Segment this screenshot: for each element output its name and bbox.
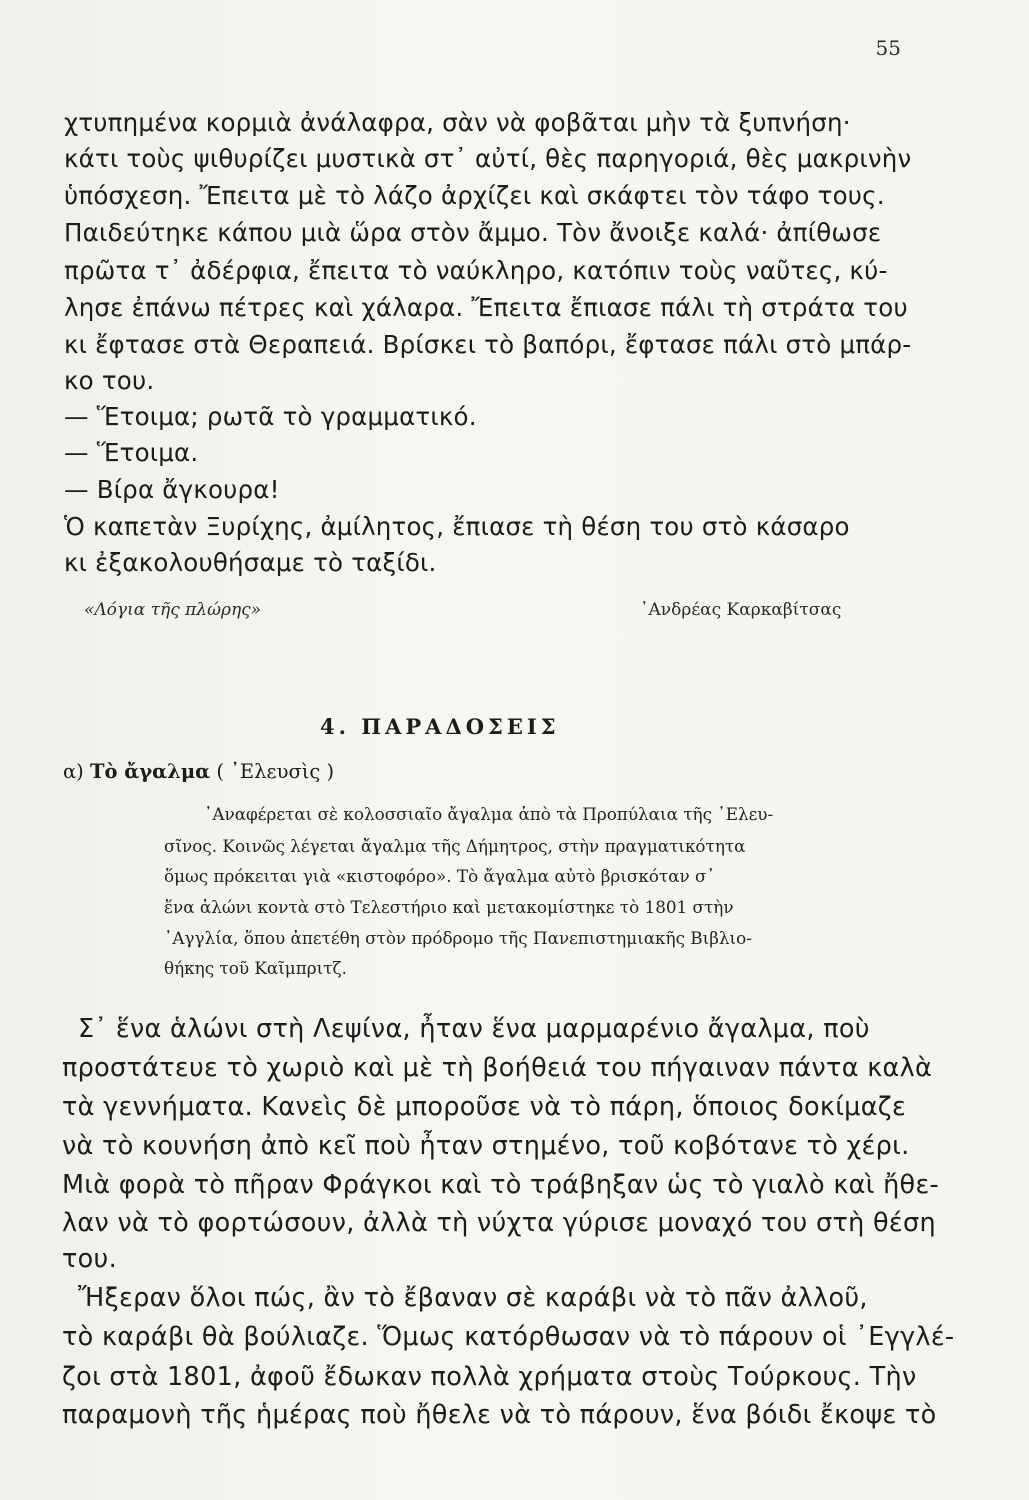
text-line: ζοι στὰ 1801, ἀφοῦ ἔδωκαν πολλὰ χρήματα στοὺς Τούρκους. Τὴν bbox=[62, 1362, 917, 1392]
note-line: θήκης τοῦ Καῖμπριτζ. bbox=[164, 958, 347, 978]
text-line: χτυπημένα κορμιὰ ἀνάλαφρα, σὰν νὰ φοβᾶται μὴν τὰ ξυπνήση· bbox=[64, 108, 851, 137]
text-line: λησε ἐπάνω πέτρες καὶ χάλαρα. Ἔπειτα ἔπιασε πάλι τὴ στράτα του bbox=[64, 293, 908, 322]
text-line: κάτι τοὺς ψιθυρίζει μυστικὰ στ᾽ αὐτί, θὲς παρηγοριά, θὲς μακρινὴν bbox=[64, 144, 912, 173]
source-author: ᾽Ανδρέας Καρκαβίτσας bbox=[640, 600, 842, 620]
text-line: πρῶτα τ᾽ ἀδέρφια, ἔπειτα τὸ ναύκληρο, κατόπιν τοὺς ναῦτες, κύ- bbox=[64, 256, 888, 285]
text-line: ὑπόσχεση. Ἔπειτα μὲ τὸ λάζο ἀρχίζει καὶ σκάφτει τὸν τάφο τους. bbox=[64, 181, 885, 210]
dialogue-line: — Ἕτοιμα; ρωτᾶ τὸ γραμματικό. bbox=[64, 402, 477, 431]
text-line: του. bbox=[62, 1244, 118, 1274]
text-line: λαν νὰ τὸ φορτώσουν, ἀλλὰ τὴ νύχτα γύρισε μοναχό του στὴ θέση bbox=[62, 1208, 936, 1238]
text-line: κι ἔφτασε στὰ Θεραπειά. Βρίσκει τὸ βαπόρι, ἔφτασε πάλι στὸ μπάρ- bbox=[64, 330, 912, 359]
dialogue-line: — Βίρα ἄγκουρα! bbox=[64, 475, 280, 504]
text-line: κο του. bbox=[64, 366, 155, 395]
note-line: ᾽Αναφέρεται σὲ κολοσσιαῖο ἄγαλμα ἀπὸ τὰ Προπύλαια τῆς ᾽Ελευ- bbox=[204, 804, 774, 824]
text-line: κι ἐξακολουθήσαμε τὸ ταξίδι. bbox=[64, 548, 437, 577]
note-line: σῖνος. Κοινῶς λέγεται ἄγαλμα τῆς Δήμητρος, στὴν πραγματικότητα bbox=[164, 836, 746, 856]
text-line: Ὁ καπετὰν Ξυρίχης, ἀμίλητος, ἔπιασε τὴ θέση του στὸ κάσαρο bbox=[64, 512, 850, 541]
source-work-title: «Λόγια τῆς πλώρης» bbox=[84, 600, 262, 620]
note-line: ἕνα ἁλώνι κοντὰ στὸ Τελεστήριο καὶ μετακομίστηκε τὸ 1801 στὴν bbox=[164, 897, 734, 917]
page-number: 55 bbox=[875, 36, 901, 60]
text-line: Παιδεύτηκε κάπου μιὰ ὥρα στὸν ἄμμο. Τὸν ἄνοιξε καλά· ἀπίθωσε bbox=[64, 218, 882, 247]
dialogue-line: — Ἕτοιμα. bbox=[64, 438, 199, 467]
text-line: προστάτευε τὸ χωριὸ καὶ μὲ τὴ βοήθειά του πήγαιναν πάντα καλὰ bbox=[62, 1053, 933, 1083]
subsection-title bbox=[63, 760, 334, 783]
subsection-place: ( ᾽Ελευσὶς ) bbox=[216, 760, 335, 783]
text-line: παραμονὴ τῆς ἡμέρας ποὺ ἤθελε νὰ τὸ πάρουν, ἕνα βόιδι ἔκοψε τὸ bbox=[62, 1400, 937, 1430]
text-line: τὰ γεννήματα. Κανεὶς δὲ μποροῦσε νὰ τὸ πάρη, ὅποιος δοκίμαζε bbox=[62, 1092, 907, 1122]
section-heading: 4. ΠΑΡΑΔΟΣΕΙΣ bbox=[320, 714, 560, 739]
text-line: τὸ καράβι θὰ βούλιαζε. Ὅμως κατόρθωσαν νὰ τὸ πάρουν οἱ ᾽Εγγλέ- bbox=[62, 1322, 955, 1352]
subsection-name: Τὸ ἄγαλμα bbox=[89, 760, 211, 783]
text-line: Σ᾽ ἕνα ἁλώνι στὴ Λεψίνα, ἦταν ἕνα μαρμαρένιο ἄγαλμα, ποὺ bbox=[78, 1014, 870, 1044]
text-line: Μιὰ φορὰ τὸ πῆραν Φράγκοι καὶ τὸ τράβηξαν ὡς τὸ γιαλὸ καὶ ἤθε- bbox=[62, 1170, 940, 1200]
note-line: ὅμως πρόκειται γιὰ «κιστοφόρο». Τὸ ἄγαλμα αὐτὸ βρισκόταν σ᾽ bbox=[164, 866, 715, 886]
text-line: Ἤξεραν ὅλοι πώς, ἂν τὸ ἔβαναν σὲ καράβι νὰ τὸ πᾶν ἀλλοῦ, bbox=[78, 1283, 868, 1313]
note-line: ᾽Αγγλία, ὅπου ἀπετέθη στὸν πρόδρομο τῆς Πανεπιστημιακῆς Βιβλιο- bbox=[164, 928, 752, 948]
subsection-marker: α) bbox=[63, 760, 84, 783]
text-line: νὰ τὸ κουνήση ἀπὸ κεῖ ποὺ ἦταν στημένο, τοῦ κοβότανε τὸ χέρι. bbox=[62, 1131, 910, 1161]
